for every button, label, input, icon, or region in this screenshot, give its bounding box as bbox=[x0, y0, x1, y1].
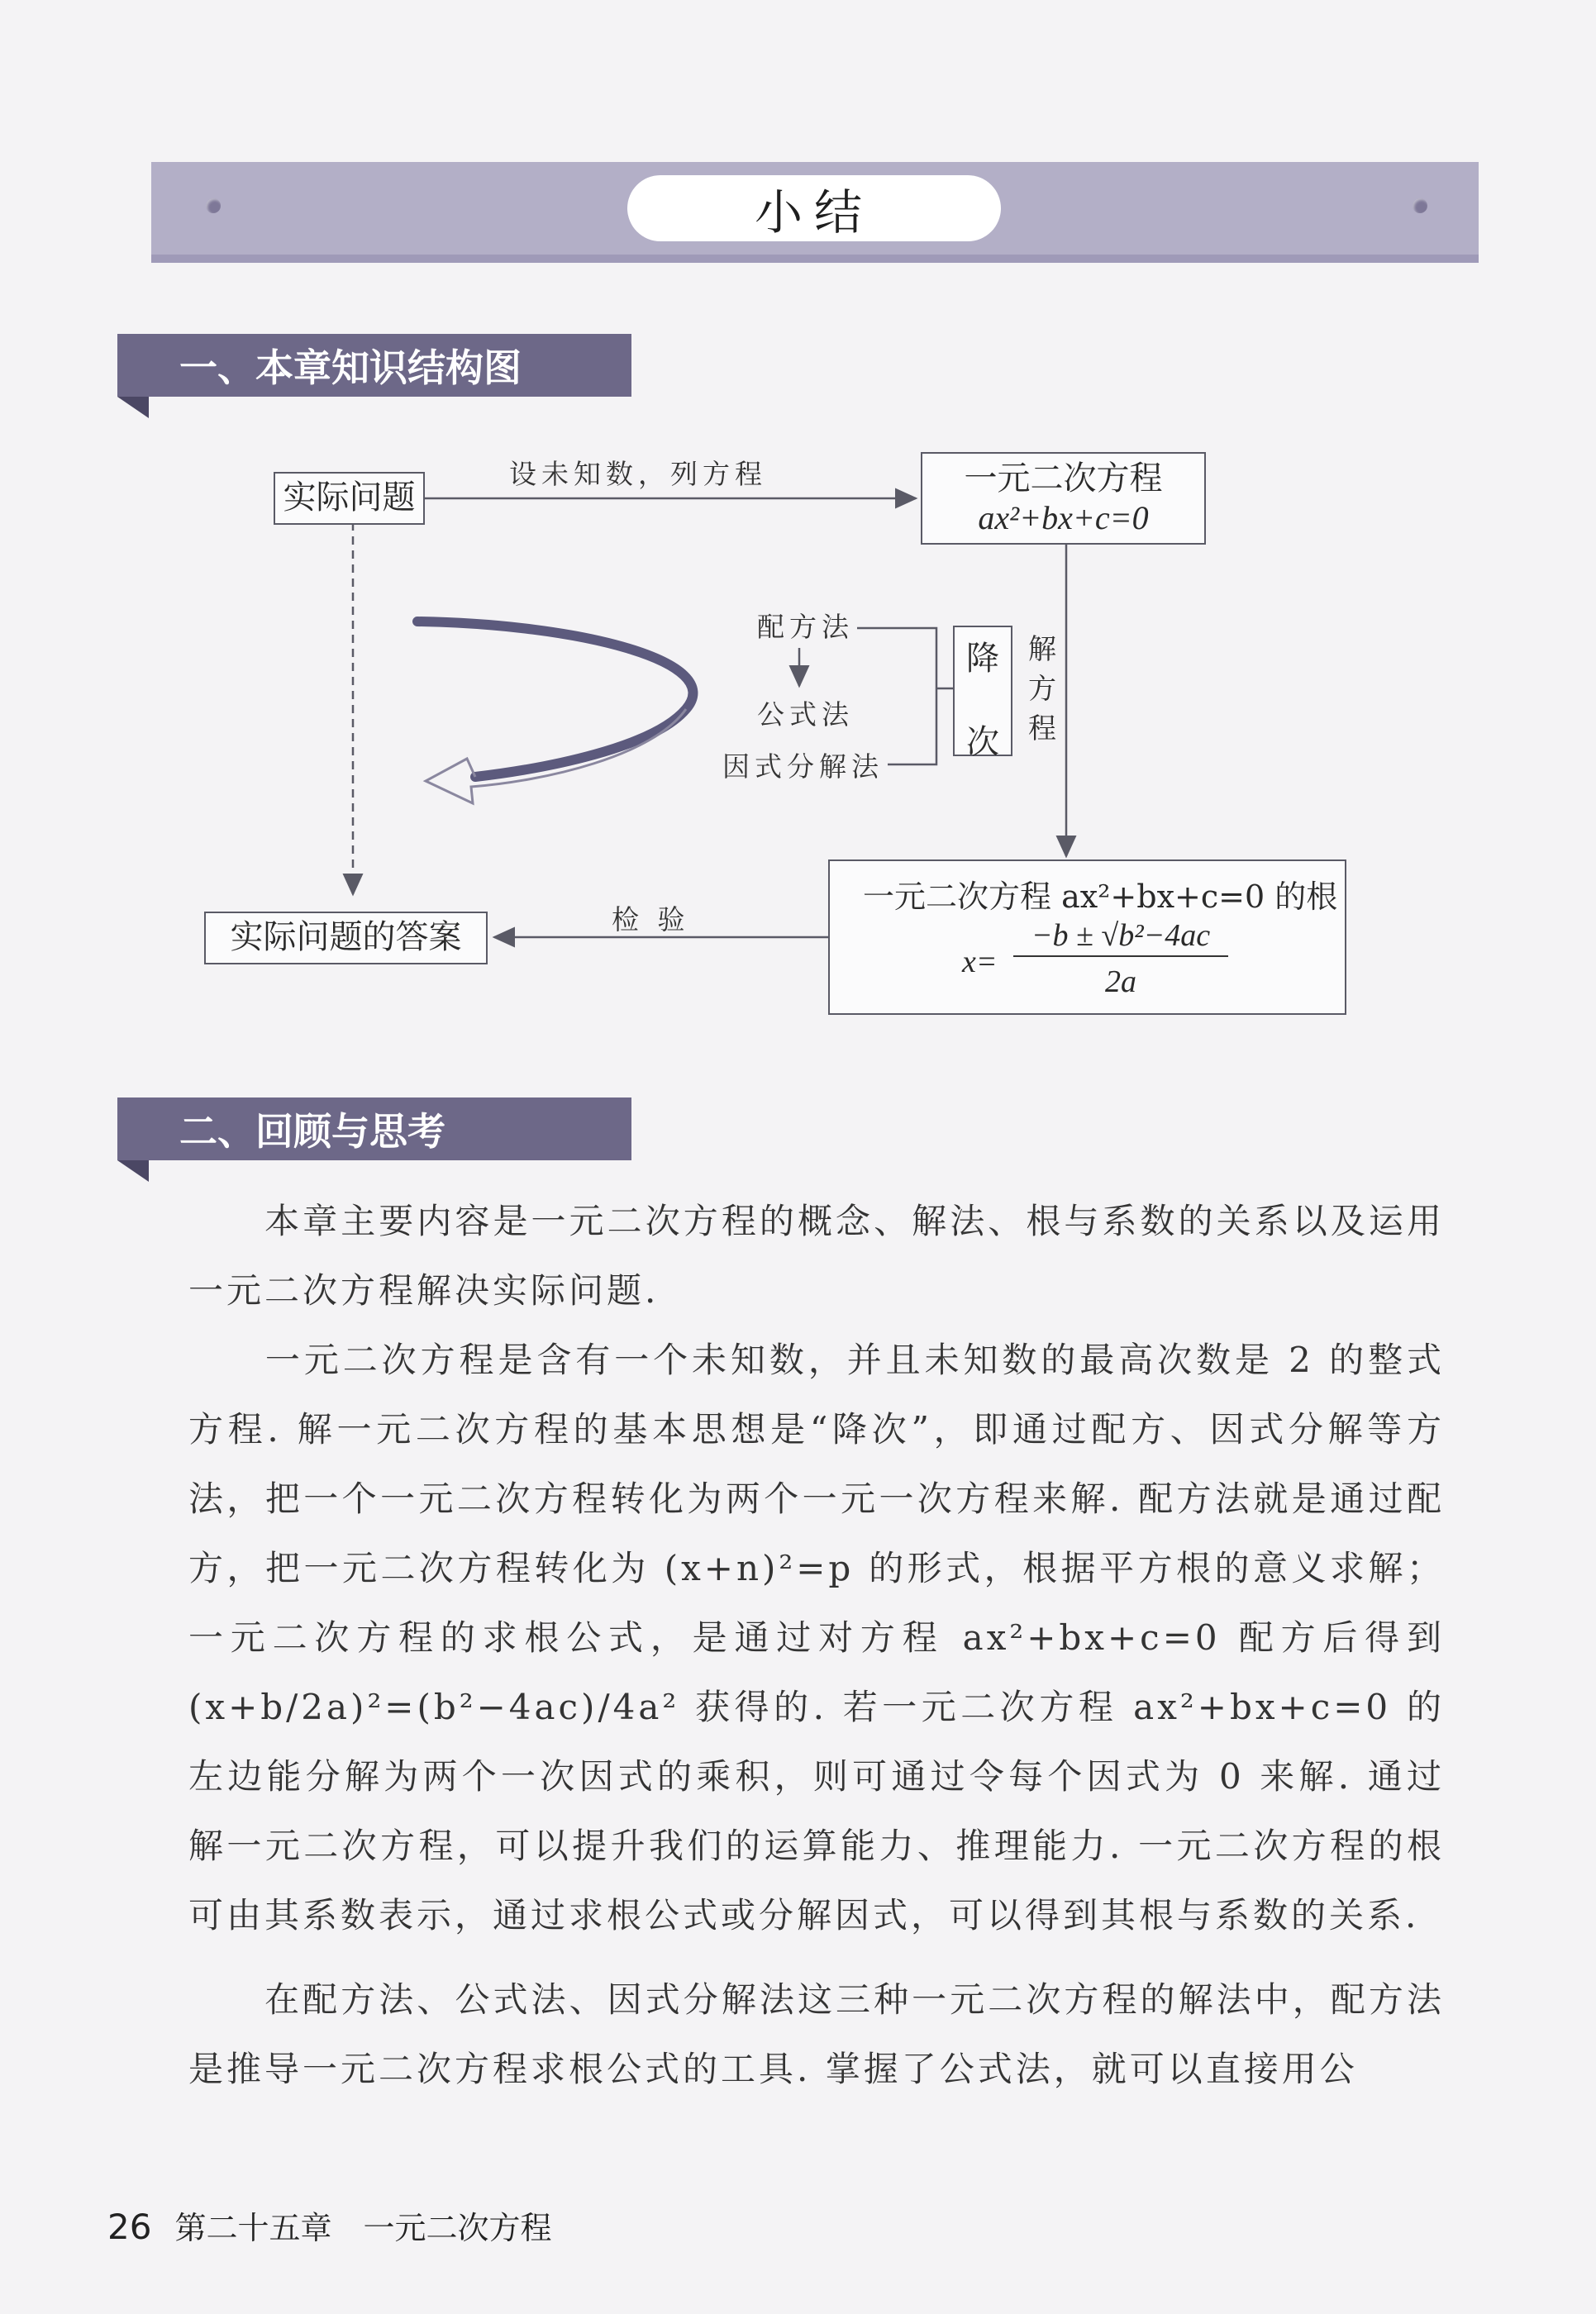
paragraph-3: 在配方法、公式法、因式分解法这三种一元二次方程的解法中，配方法是推导一元二次方程求根公式的工具. 掌握了公式法，就可以直接用公 bbox=[188, 1979, 1445, 2089]
practical-problem-box: 实际问题 bbox=[274, 472, 425, 525]
root-lhs: x= bbox=[962, 945, 998, 979]
answer-box: 实际问题的答案 bbox=[204, 912, 488, 964]
check-label: 检 验 bbox=[612, 903, 690, 936]
method-formula: 公式法 bbox=[757, 698, 854, 731]
header-fold bbox=[117, 1160, 149, 1182]
solve-equation-label: 解 方 程 bbox=[1028, 633, 1056, 745]
banner-title: 小结 bbox=[627, 175, 1001, 241]
section-header-review bbox=[117, 1097, 631, 1160]
equation-box bbox=[921, 452, 1206, 545]
section-title: 二、回顾与思考 bbox=[179, 1109, 445, 1154]
method-bracket bbox=[857, 628, 936, 764]
curved-arrow-head bbox=[426, 709, 686, 803]
page-number: 26 bbox=[107, 2207, 152, 2247]
roots-box bbox=[828, 859, 1346, 1015]
reduce-degree-box: 降 次 bbox=[953, 626, 1012, 756]
paragraph-2: 一元二次方程是含有一个未知数，并且未知数的最高次数是 2 的整式方程. 解一元二次方程的基本思想是“降次”，即通过配方、因式分解等方法，把一个一元二次方程转化为两个一元一次方程来解. 配方法就是通过配方，把一元二次方程转化为 (x+n)²=p 的形式，根据平方根的意义求解；一元二次方程的求根公式，是通过对方程 ax²+bx+c=0 配方后得到 (x+b/2a)²=(b²−4ac)/4a² 获得的. 若一元二次方程 ax²+bx+c=0 的左边能分解为两个一次因式的乘积，则可通过令每个因式为 0 来解. 通过解一元二次方程，可以提升我们的运算能力、推理能力. 一元二次方程的根可由其系数表示，通过求根公式或分解因式，可以得到其根与系数的关系. bbox=[188, 1340, 1445, 1935]
curved-arrow-band bbox=[417, 621, 693, 777]
root-numerator: −b ± √b²−4ac bbox=[1013, 917, 1228, 957]
chapter-title: 第二十五章 一元二次方程 bbox=[174, 2210, 552, 2246]
root-denominator: 2a bbox=[1105, 964, 1136, 999]
method-factoring: 因式分解法 bbox=[722, 750, 884, 783]
paragraph-1: 本章主要内容是一元二次方程的概念、解法、根与系数的关系以及运用一元二次方程解决实际问题. bbox=[188, 1201, 1445, 1311]
section-title: 一、本章知识结构图 bbox=[179, 345, 522, 390]
equation-formula: ax²+bx+c=0 bbox=[978, 499, 1149, 536]
roots-title: 一元二次方程 ax²+bx+c=0 的根 bbox=[863, 878, 1338, 915]
set-unknown-label: 设未知数，列方程 bbox=[509, 458, 767, 490]
equation-title: 一元二次方程 bbox=[964, 459, 1163, 498]
page-footer bbox=[107, 2202, 551, 2248]
method-completing-square: 配方法 bbox=[757, 611, 854, 643]
